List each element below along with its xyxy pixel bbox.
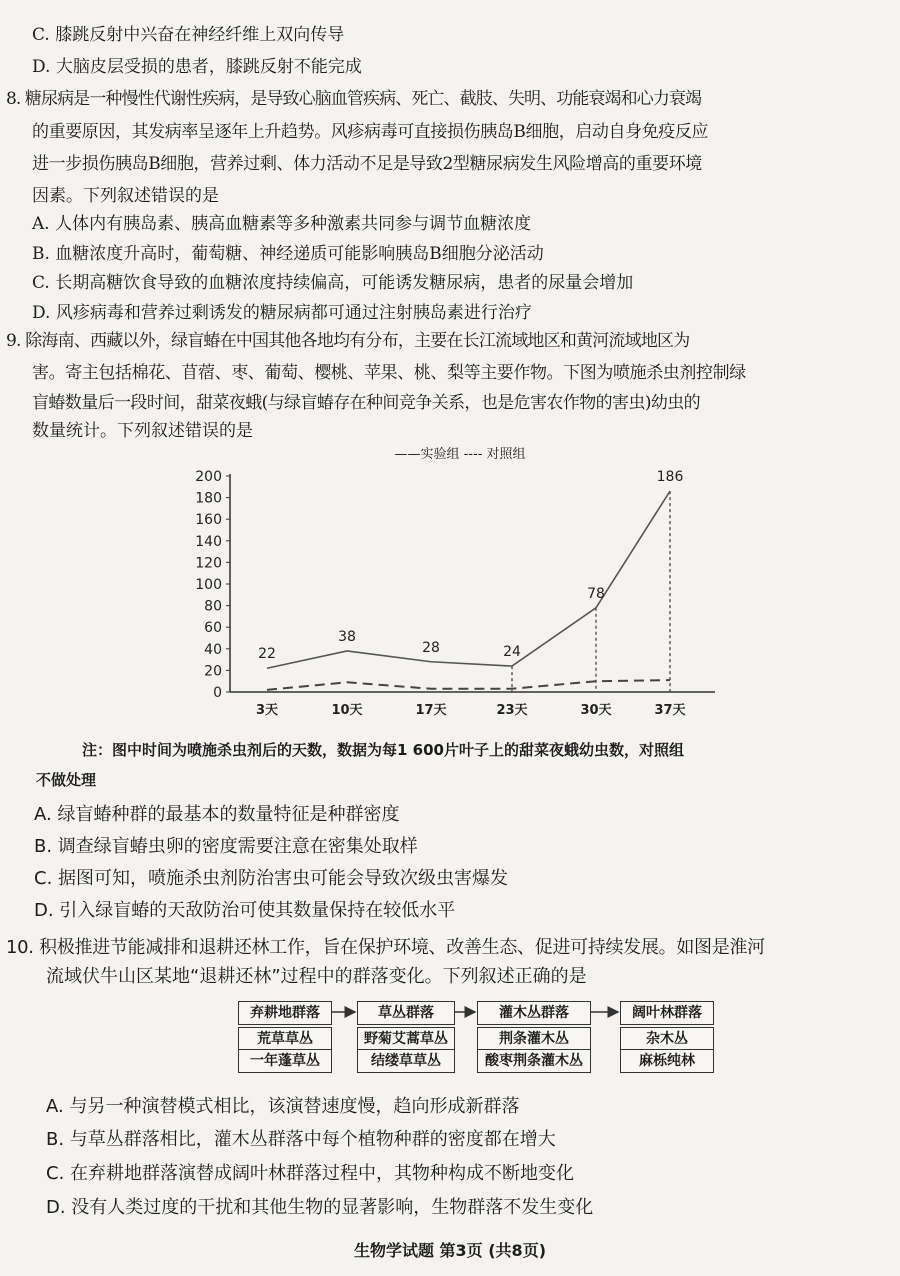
y-tick-label: 160 <box>195 512 222 529</box>
data-label: 24 <box>503 644 521 661</box>
q9-stem-line: 盲蝽数量后一段时间，甜菜夜蛾(与绿盲蝽存在种间竞争关系，也是危害农作物的害虫)幼虫的 <box>32 393 701 413</box>
x-tick-label: 17天 <box>415 703 447 718</box>
x-tick-label: 3天 <box>255 703 279 718</box>
stage-box-item: 结缕草草丛 <box>357 1049 455 1073</box>
q8-stem-line: 因素。下列叙述错误的是 <box>32 186 219 206</box>
chart-note: 注：图中时间为喷施杀虫剂后的天数，数据为每1 600片叶子上的甜菜夜蛾幼虫数，对照组 <box>82 741 684 759</box>
stage-box-item: 荆条灌木丛 <box>477 1027 591 1051</box>
q9-stem-line: 数量统计。下列叙述错误的是 <box>32 421 253 441</box>
data-label: 78 <box>587 585 605 602</box>
y-tick-label: 80 <box>204 598 222 615</box>
q8-option-c: C. 长期高糖饮食导致的血糖浓度持续偏高，可能诱发糖尿病，患者的尿量会增加 <box>32 273 634 293</box>
q8-stem-line: 8. 糖尿病是一种慢性代谢性疾病，是导致心脑血管疾病、死亡、截肢、失明、功能衰竭和心力衰竭 <box>6 89 702 109</box>
stage-box-title: 阔叶林群落 <box>620 1001 714 1025</box>
q8-stem-line: 进一步损伤胰岛B细胞，营养过剩、体力活动不足是导致2型糖尿病发生风险增高的重要环境 <box>32 154 702 174</box>
data-label: 22 <box>258 646 276 663</box>
page-footer: 生物学试题 第3页 (共8页) <box>353 1241 547 1260</box>
y-tick-label: 60 <box>204 620 222 637</box>
chart-note-cont: 不做处理 <box>36 771 97 789</box>
q10-stem-line: 10. 积极推进节能减排和退耕还林工作，旨在保护环境、改善生态、促进可持续发展。如图是淮河 <box>6 937 765 958</box>
stage-box-item: 野菊艾蒿草丛 <box>357 1027 455 1051</box>
y-tick-label: 20 <box>204 663 222 680</box>
q7-option-c: C. 膝跳反射中兴奋在神经纤维上双向传导 <box>32 25 345 45</box>
stage-box-item: 酸枣荆条灌木丛 <box>477 1049 591 1073</box>
experiment-series-line <box>267 491 670 668</box>
q10-option-a: A. 与另一种演替模式相比，该演替速度慢，趋向形成新群落 <box>46 1096 520 1117</box>
q9-line-chart <box>0 440 900 720</box>
q10-option-b: B. 与草丛群落相比，灌木丛群落中每个植物种群的密度都在增大 <box>46 1129 556 1150</box>
data-label: 28 <box>422 639 440 656</box>
q8-stem-line: 的重要原因，其发病率呈逐年上升趋势。风疹病毒可直接损伤胰岛B细胞，启动自身免疫反应 <box>32 122 709 142</box>
q8-option-b: B. 血糖浓度升高时，葡萄糖、神经递质可能影响胰岛B细胞分泌活动 <box>32 244 544 264</box>
y-tick-label: 120 <box>195 555 222 572</box>
y-tick-label: 40 <box>204 641 222 658</box>
q9-option-d: D. 引入绿盲蝽的天敌防治可使其数量保持在较低水平 <box>34 900 456 921</box>
q9-stem-line: 害。寄主包括棉花、苜蓿、枣、葡萄、樱桃、苹果、桃、梨等主要作物。下图为喷施杀虫剂控制绿 <box>32 363 746 383</box>
stage-box-item: 一年蓬草丛 <box>238 1049 332 1073</box>
stage-box-item: 杂木丛 <box>620 1027 714 1051</box>
y-tick-label: 180 <box>195 490 222 507</box>
q7-option-d: D. 大脑皮层受损的患者，膝跳反射不能完成 <box>32 57 362 77</box>
x-tick-label: 30天 <box>580 703 612 718</box>
q8-option-d: D. 风疹病毒和营养过剩诱发的糖尿病都可通过注射胰岛素进行治疗 <box>32 303 532 323</box>
data-label: 186 <box>656 469 684 486</box>
y-tick-label: 0 <box>213 685 222 701</box>
stage-box-title: 草丛群落 <box>357 1001 455 1025</box>
q9-option-a: A. 绿盲蝽种群的最基本的数量特征是种群密度 <box>34 804 400 825</box>
q9-stem-line: 9. 除海南、西藏以外，绿盲蝽在中国其他各地均有分布，主要在长江流域地区和黄河流域地区为 <box>6 331 690 351</box>
y-tick-label: 140 <box>195 533 222 550</box>
stage-box-title: 灌木丛群落 <box>477 1001 591 1025</box>
stage-box-item: 麻栎纯林 <box>620 1049 714 1073</box>
stage-box-title: 弃耕地群落 <box>238 1001 332 1025</box>
chart-legend: ——实验组 ---- 对照组 <box>394 447 526 462</box>
x-tick-label: 37天 <box>654 703 686 718</box>
q10-option-d: D. 没有人类过度的干扰和其他生物的显著影响，生物群落不发生变化 <box>46 1197 594 1218</box>
data-label: 38 <box>338 628 356 645</box>
y-tick-label: 200 <box>195 469 222 485</box>
x-tick-label: 10天 <box>331 703 363 718</box>
control-series-line <box>267 680 670 690</box>
x-tick-label: 23天 <box>496 703 528 718</box>
y-tick-label: 100 <box>195 577 222 593</box>
stage-arrows <box>0 998 900 1028</box>
q9-option-c: C. 据图可知，喷施杀虫剂防治害虫可能会导致次级虫害爆发 <box>34 868 509 889</box>
q10-stem-line: 流域伏牛山区某地“退耕还林”过程中的群落变化。下列叙述正确的是 <box>46 966 587 987</box>
q8-option-a: A. 人体内有胰岛素、胰高血糖素等多种激素共同参与调节血糖浓度 <box>32 214 532 234</box>
stage-box-item: 荒草草丛 <box>238 1027 332 1051</box>
q10-option-c: C. 在弃耕地群落演替成阔叶林群落过程中，其物种构成不断地变化 <box>46 1163 575 1184</box>
q9-option-b: B. 调查绿盲蝽虫卵的密度需要注意在密集处取样 <box>34 836 418 857</box>
